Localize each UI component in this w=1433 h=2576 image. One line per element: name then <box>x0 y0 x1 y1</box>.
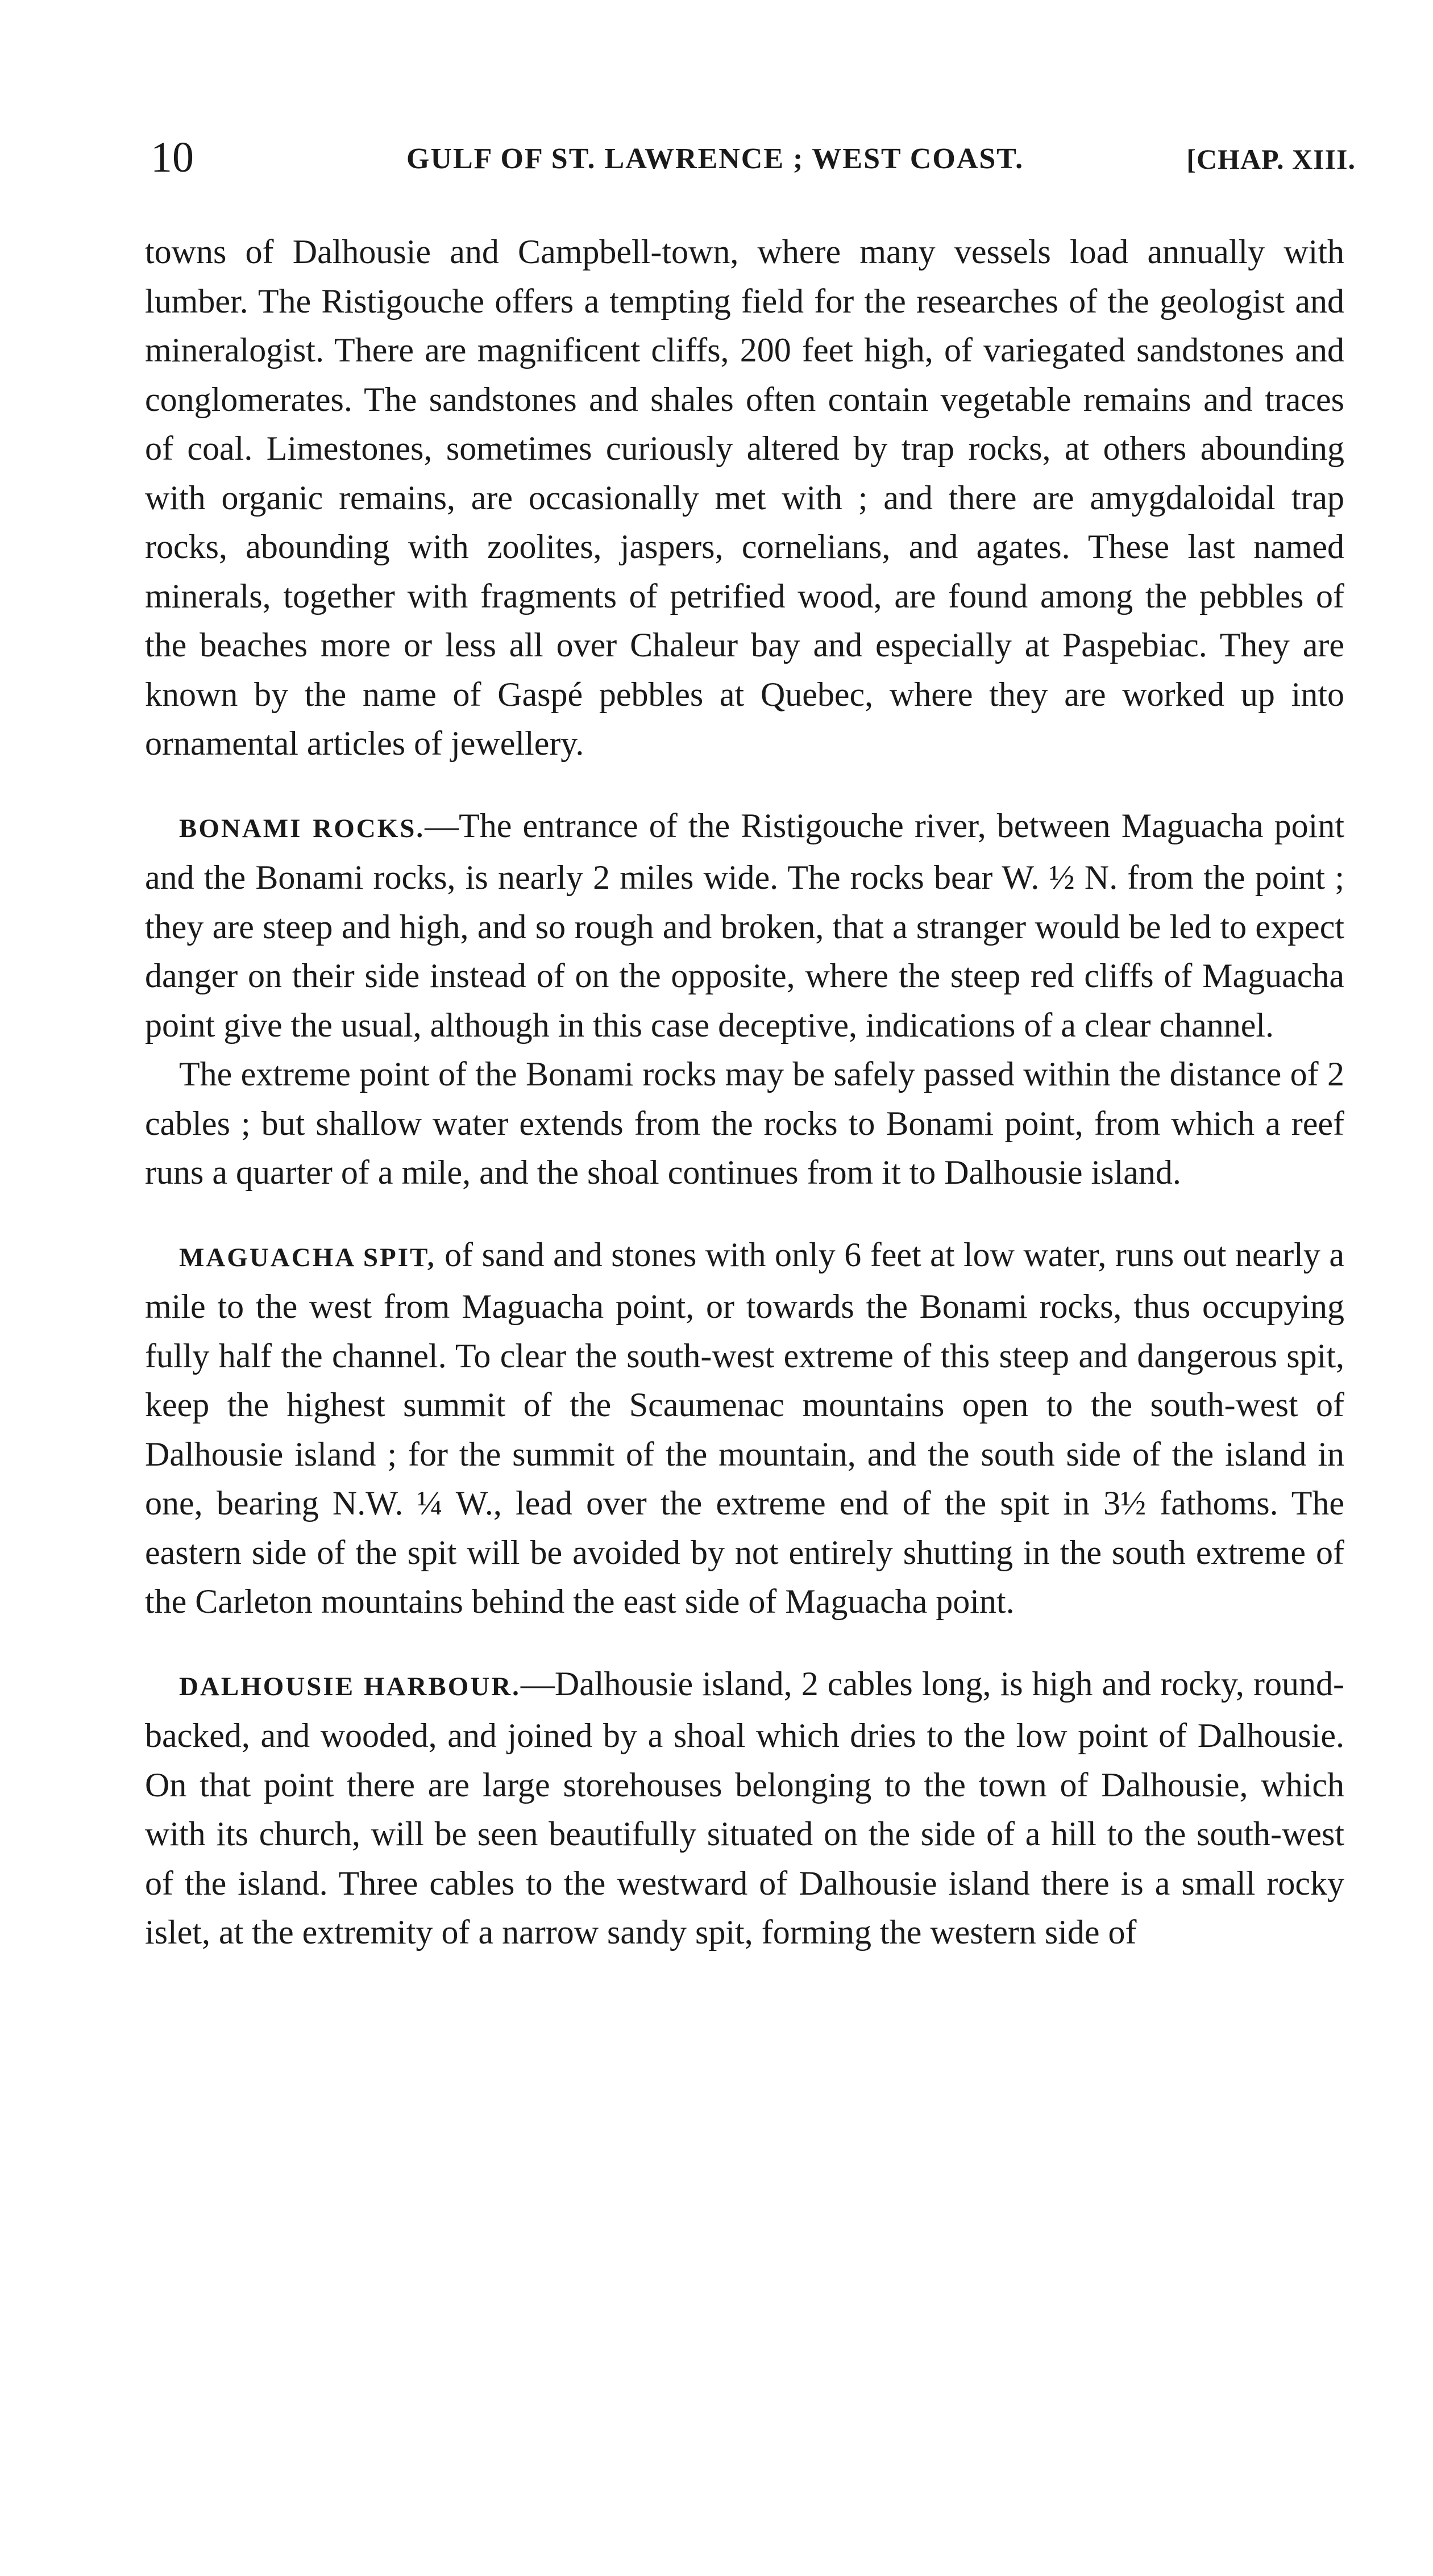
paragraph-text: towns of Dalhousie and Campbell-town, where many vessels load annually with lumber. The Ristigouche offers a tempting field for the researches of the geologist and mineralogist. There are magnificent cliffs, 200 feet high, of variegated sandstones and conglomerates. The sandstones and shales often contain vegetable remains and traces of coal. Limestones, sometimes curiously altered by trap rocks, at others abounding with organic remains, are occasionally met with ; and there are amygdaloidal trap rocks, abounding with zoolites, jaspers, cornelians, and agates. These last named minerals, together with fragments of petrified wood, are found among the pebbles of the beaches more or less all over Chaleur bay and especially at Paspebiac. They are known by the name of Gaspé pebbles at Quebec, where they are worked up into ornamental articles of jewellery. <box>145 233 1344 762</box>
section-heading-dalhousie-harbour: DALHOUSIE HARBOUR. <box>179 1671 521 1701</box>
body-text <box>145 227 1344 1957</box>
paragraph-maguacha-spit <box>145 1230 1344 1626</box>
running-title: GULF OF ST. LAWRENCE ; WEST COAST. <box>406 143 1024 175</box>
paragraph-text: The extreme point of the Bonami rocks may be safely passed within the distance of 2 cables ; but shallow water extends from the rocks to Bonami point, from which a reef runs a quarter of a mile, and the shoal continues from it to Dalhousie island. <box>145 1055 1344 1191</box>
paragraph-text: —Dalhousie island, 2 cables long, is high and rocky, round-backed, and wooded, and joined by a shoal which dries to the low point of Dalhousie. On that point there are large storehouses belonging to the town of Dalhousie, which with its church, will be seen beautifully situated on the side of a hill to the south-west of the island. Three cables to the westward of Dalhousie island there is a small rocky islet, at the extremity of a narrow sandy spit, forming the western side of <box>145 1664 1344 1951</box>
paragraph-ristigouche-geology <box>145 227 1344 768</box>
running-head <box>151 132 1356 183</box>
paragraph-text: of sand and stones with only 6 feet at low water, runs out nearly a mile to the west from Maguacha point, or towards the Bonami rocks, thus occupying fully half the channel. To clear the south-west extreme of this steep and dangerous spit, keep the highest summit of the Scaumenac mountains open to the south-west of Dalhousie island ; for the summit of the mountain, and the south side of the island in one, bearing N.W. ¼ W., lead over the extreme end of the spit in 3½ fathoms. The eastern side of the spit will be avoided by not entirely shutting in the south extreme of the Carleton mountains behind the east side of Maguacha point. <box>145 1235 1345 1620</box>
page-number: 10 <box>151 134 194 181</box>
paragraph-bonami-rocks <box>145 801 1344 1050</box>
paragraph-bonami-passage <box>145 1050 1344 1197</box>
section-heading-bonami-rocks: BONAMI ROCKS. <box>179 813 425 843</box>
section-heading-maguacha-spit: MAGUACHA SPIT, <box>179 1242 436 1272</box>
paragraph-dalhousie-harbour <box>145 1659 1344 1957</box>
chapter-reference: [CHAP. XIII. <box>1186 143 1356 175</box>
paragraph-text: —The entrance of the Ristigouche river, between Maguacha point and the Bonami rocks, is nearly 2 miles wide. The rocks bear W. ½ N. from the point ; they are steep and high, and so rough and broken, that a stranger would be led to expect danger on their side instead of on the opposite, where the steep red cliffs of Maguacha point give the usual, although in this case deceptive, indications of a clear channel. <box>145 806 1344 1044</box>
